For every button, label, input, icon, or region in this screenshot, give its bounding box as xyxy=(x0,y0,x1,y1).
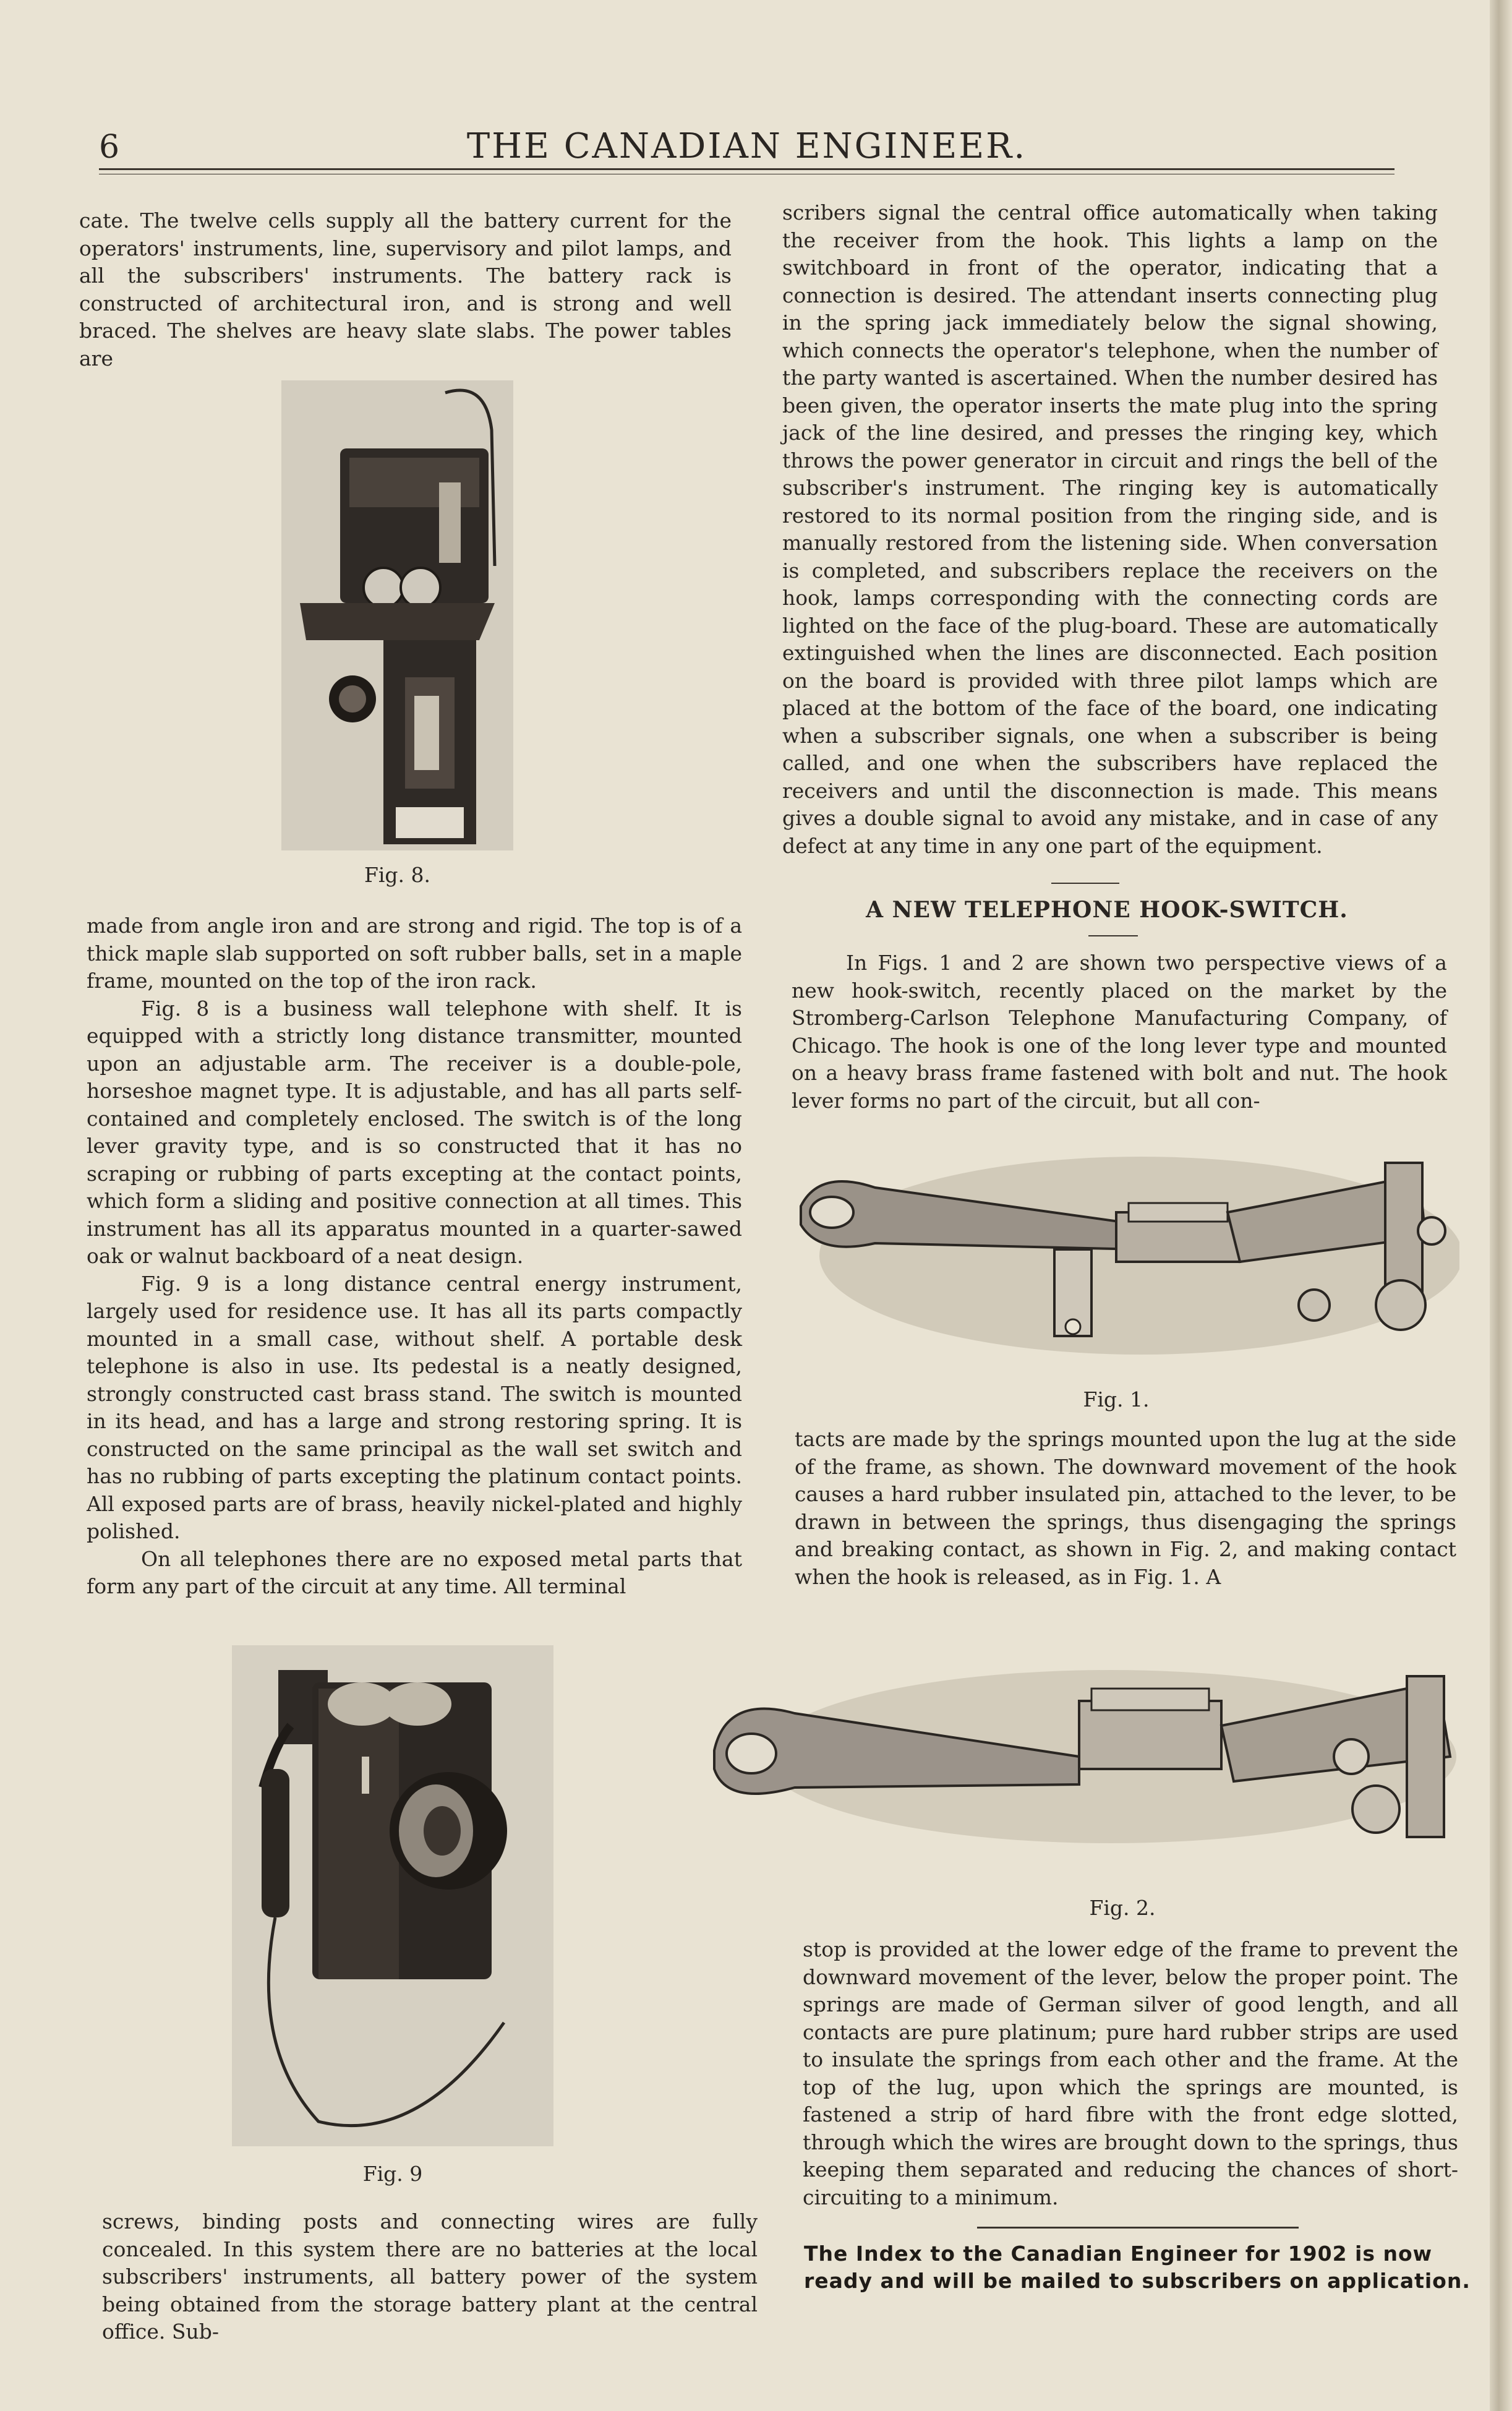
right-contacts-text xyxy=(795,1426,1456,1591)
right-stop-text xyxy=(803,1936,1458,2211)
left-middle-text xyxy=(87,912,742,1601)
left-bottom-text xyxy=(102,2208,758,2346)
page-header xyxy=(99,124,1395,173)
fig2-hook-switch-image xyxy=(708,1664,1466,1856)
page-edge xyxy=(1490,0,1512,2411)
fig9-caption: Fig. 9 xyxy=(362,2162,423,2186)
contacts-paragraph: tacts are made by the springs mounted upon the lug at the side of the frame, as shown. The downward movement of the hook causes a hard rubber insulated pin, attached to the lever, to be drawn in between the springs, thus disengaging the springs and breaking contact, as shown in Fig. 2, and making contact when the hook is released, as in Fig. 1. A xyxy=(795,1427,1456,1589)
left-intro-text xyxy=(79,207,732,372)
section-rule-bottom xyxy=(1088,935,1138,936)
hook-switch-closed-illustration xyxy=(795,1150,1459,1379)
header-rule xyxy=(99,168,1395,174)
intro-paragraph: cate. The twelve cells supply all the battery current for the operators' instruments, line, supervisory and pilot lamps, and all the subscribers' instruments. The battery rack is constructed of architectural iron, and is strong and well braced. The shelves are heavy slate slabs. The power tables are xyxy=(79,208,732,370)
concealed-screws-paragraph: screws, binding posts and connecting wires are fully concealed. In this system there are no batteries at the local subscribers' instruments, all battery power of the system being obtained from the storage battery plant at the central office. Sub- xyxy=(102,2209,758,2344)
right-hook-intro-text xyxy=(792,949,1447,1115)
running-title: THE CANADIAN ENGINEER. xyxy=(466,126,1027,166)
section-heading: A NEW TELEPHONE HOOK-SWITCH. xyxy=(866,897,1348,923)
hook-switch-open-illustration xyxy=(708,1664,1466,1856)
fig2-caption: Fig. 2. xyxy=(1089,1896,1156,1920)
right-top-text xyxy=(782,199,1438,860)
fig1-caption: Fig. 1. xyxy=(1083,1387,1150,1411)
stop-paragraph: stop is provided at the lower edge of the frame to prevent the downward movement of the lever, below the proper point. The springs are made of German silver of good length, and all contacts are pure platinum; pure hard rubber strips are used to insulate the springs from each other and the frame. At the top of the lug, upon which the springs are mounted, is fastened a strip of hard fibre with the front edge slotted, through which the wires are brought down to the springs, thus keeping them separated and reducing the chances of short-circuiting to a minimum. xyxy=(803,1937,1458,2209)
fig1-hook-switch-image xyxy=(795,1150,1459,1379)
fig9-paragraph: Fig. 9 is a long distance central energy instrument, largely used for residence use. It has all its parts compactly mounted in a small case, without shelf. A portable desk telephone is also in use. Its pedestal is a neatly designed, strongly constructed cast brass stand. The switch is mounted in its head, and has a large and strong restoring spring. It is constructed on the same principal as the wall set switch and has no rubbing of parts excepting the platinum contact points. All exposed parts are of brass, heavily nickel-plated and highly polished. xyxy=(87,1271,742,1543)
exposed-parts-paragraph: On all telephones there are no exposed metal parts that form any part of the circuit at any time. All terminal xyxy=(87,1546,742,1598)
notice-rule xyxy=(977,2227,1299,2229)
index-notice: The Index to the Canadian Engineer for 1902 is now ready and will be mailed to subscribers on application. xyxy=(804,2242,1471,2293)
page-number: 6 xyxy=(99,129,120,166)
central-energy-telephone-illustration xyxy=(232,1645,553,2146)
section-rule-top xyxy=(1051,883,1119,884)
wall-telephone-illustration xyxy=(281,380,513,850)
fig8-caption: Fig. 8. xyxy=(364,863,431,887)
fig8-paragraph: Fig. 8 is a business wall telephone with shelf. It is equipped with a strictly long distance transmitter, mounted upon an adjustable arm. The receiver is a double-pole, horseshoe magnet type. It is adjustable, and has all parts self-contained and completely enclosed. The switch is of the long lever gravity type, and is so constructed that it has no scraping or rubbing of parts excepting at the contact points, which form a sliding and positive connection at all times. This instrument has all its apparatus mounted in a quarter-sawed oak or walnut backboard of a neat design. xyxy=(87,996,742,1268)
subscriber-signal-paragraph: scribers signal the central office automatically when taking the receiver from the hook. This lights a lamp on the switchboard in front of the operator, indicating that a connection is desired. The attendant inserts connecting plug in the spring jack immediately below the signal showing, which connects the operator's telephone, when the number of the party wanted is ascertained. When the number desired has been given, the operator inserts the mate plug into the spring jack of the line desired, and presses the ringing key, which throws the power generator in circuit and rings the bell of the subscriber's instrument. The ringing key is automatically restored to its normal position from the ringing side, and is manually restored from the listening side. When conversation is completed, and subscribers replace the receivers on the hook, lamps corresponding with the connecting cords are lighted on the face of the plug-board. These are automatically extinguished when the lines are disconnected. Each position on the board is provided with three pilot lamps which are placed at the bottom of the face of the board, one indicating when a subscriber signals, one when a subscriber is being called, and one when the subscribers have replaced the receivers and until the disconnection is made. This means gives a double signal to avoid any mistake, and in case of any defect at any time in any one part of the equipment. xyxy=(782,200,1438,858)
hook-switch-intro-paragraph: In Figs. 1 and 2 are shown two perspective views of a new hook-switch, recently placed on the market by the Stromberg-Carlson Telephone Manufacturing Company, of Chicago. The hook is one of the long lever type and mounted on a heavy brass frame fastened with bolt and nut. The hook lever forms no part of the circuit, but all con- xyxy=(792,951,1447,1113)
fig9-telephone-image xyxy=(232,1645,553,2146)
continued-paragraph: made from angle iron and are strong and rigid. The top is of a thick maple slab supported on soft rubber balls, set in a maple frame, mounted on the top of the iron rack. xyxy=(87,914,742,993)
fig8-wall-telephone-image xyxy=(281,380,513,850)
